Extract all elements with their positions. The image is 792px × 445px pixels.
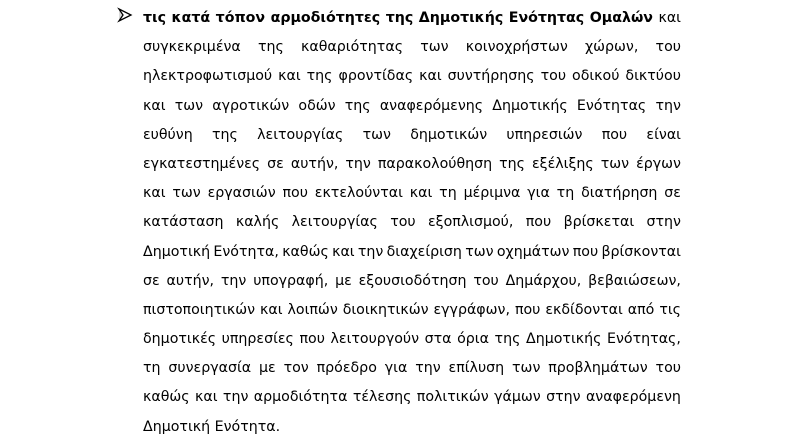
word: δημοτικών [410,126,488,143]
word: εξουσιοδότηση [358,272,467,289]
word: αγροτικών [212,97,290,114]
word: κατά [171,10,211,26]
word: που [572,243,599,260]
word: υπηρεσίες [221,331,294,348]
word: μέριμνα [463,185,521,202]
word: και [143,185,166,202]
word: και [419,68,442,85]
word: οχημάτων [496,243,570,260]
word: εργασιών [207,185,276,202]
word: τέλεσης [352,389,412,406]
word: που [525,214,552,231]
word: και [260,301,283,318]
word: ευθύνη [143,126,193,143]
word: συγκεκριμένα [143,39,241,56]
word: πιστοποιητικών [143,301,256,318]
word: τις [659,301,681,318]
word: είναι [646,126,681,143]
word: και [143,97,166,114]
word: οδών [298,97,336,114]
paragraph-line [143,270,681,299]
word: διατήρηση [581,185,658,202]
paragraph-line [143,95,681,124]
word: επίλυση [448,360,505,377]
word: των [600,155,630,172]
word: Δημοτική [143,243,211,260]
word: του [655,360,681,377]
word: λειτουργούν [330,331,420,348]
word: της [344,97,371,114]
paragraph-line [143,182,681,211]
word: της [257,39,284,56]
word: εκδίδονται [545,301,623,318]
word: Ενότητας, [607,331,681,348]
paragraph-line [143,416,681,445]
word: με [259,360,276,377]
word: του [473,272,499,289]
word: έργων [636,155,681,172]
word: Ενότητα, [213,243,279,260]
word: τη [556,185,575,202]
word: τη [143,360,161,377]
paragraph-line [143,386,681,415]
bullet-paragraph [143,7,681,445]
word: εξέλιξης [532,155,594,172]
word: της [385,10,414,26]
word: για [384,360,408,377]
word: με [335,272,352,289]
word: αυτήν, [166,272,215,289]
word: Δημοτικής [418,10,504,26]
word: και [278,68,301,85]
word: του [390,214,416,231]
word: που [514,301,541,318]
word: διοικητικών [342,301,429,318]
word: τη [439,185,457,202]
word: τις [143,10,166,26]
word: υπογραφή, [253,272,329,289]
word: του [540,68,567,85]
word: προβλημάτων [548,360,648,377]
word: φροντίδας [338,68,414,85]
word: αρμοδιότητες [270,10,381,26]
word: που [282,185,308,202]
word: αυτήν, [290,155,339,172]
word: την [357,243,384,260]
word: λειτουργίας [257,126,344,143]
word: Ομαλών [589,10,653,26]
word: των [512,360,541,377]
word: την [220,272,247,289]
word: λοιπών [287,301,338,318]
word: πολιτικών [416,389,489,406]
word: κατάσταση [143,214,224,231]
word: Ενότητας [576,97,647,114]
word: Ενότητα. [214,418,281,435]
word: των [420,39,449,56]
word: αναφερόμενης [379,97,484,114]
paragraph-line [143,211,681,240]
word: και [658,10,681,26]
word: βρίσκεται [563,214,635,231]
word: χώρων, [584,39,639,56]
word: την [345,155,371,172]
word: που [299,331,325,348]
paragraph-line [143,65,681,94]
word: για [527,185,550,202]
word: αρμοδιότητα [253,389,348,406]
word: λειτουργίας [291,214,378,231]
word: εγγράφων, [433,301,510,318]
word: και [195,389,218,406]
paragraph-line [143,7,681,36]
word: συνεργασία [168,360,252,377]
word: γάμων [494,389,541,406]
word: ηλεκτροφωτισμού [143,68,273,85]
word: των [465,243,494,260]
word: όρια [457,331,489,348]
word: από [627,301,655,318]
paragraph-line [143,328,681,357]
word: Δημοτικής [526,331,602,348]
word: και [409,185,433,202]
word: καθώς [143,389,190,406]
word: της [494,331,521,348]
word: καθαριότητας [301,39,404,56]
word: οδικού [572,68,620,85]
word: κοινοχρήστων [465,39,568,56]
word: στα [424,331,452,348]
word: βεβαιώσεων, [588,272,681,289]
word: την [655,97,681,114]
word: Δημοτική [143,418,211,435]
word: τον [283,360,309,377]
word: σε [267,155,284,172]
word: αναφερόμενη [585,389,681,406]
word: την [222,389,249,406]
word: του [655,39,681,56]
word: και [332,243,355,260]
word: των [362,126,391,143]
arrowhead-bullet-icon [117,7,133,23]
word: τόπον [215,10,266,26]
word: συντήρησης [447,68,535,85]
word: σε [664,185,681,202]
word: καλής [235,214,280,231]
word: Δημάρχου, [505,272,582,289]
paragraph-line [143,241,681,270]
paragraph-line [143,36,681,65]
paragraph-line [143,357,681,386]
word: στην [646,214,681,231]
word: Ενότητας [508,10,585,26]
word: στην [546,389,581,406]
word: την [415,360,441,377]
word: καθώς [282,243,329,260]
word: δικτύου [625,68,681,85]
word: υπηρεσιών [506,126,583,143]
word: πρόεδρο [316,360,377,377]
word: της [211,126,238,143]
word: της [499,155,525,172]
word: εξοπλισμού, [427,214,514,231]
paragraph-line [143,153,681,182]
word: δημοτικές [143,331,217,348]
word: που [601,126,628,143]
word: σε [143,272,160,289]
word: των [172,185,201,202]
paragraph-line [143,299,681,328]
word: εγκατεστημένες [143,155,261,172]
word: βρίσκονται [601,243,681,260]
word: των [174,97,204,114]
word: της [306,68,333,85]
word: Δημοτικής [492,97,568,114]
word: παρακολούθηση [377,155,493,172]
word: εκτελούνται [314,185,403,202]
paragraph-line [143,124,681,153]
word: διαχείριση [386,243,462,260]
